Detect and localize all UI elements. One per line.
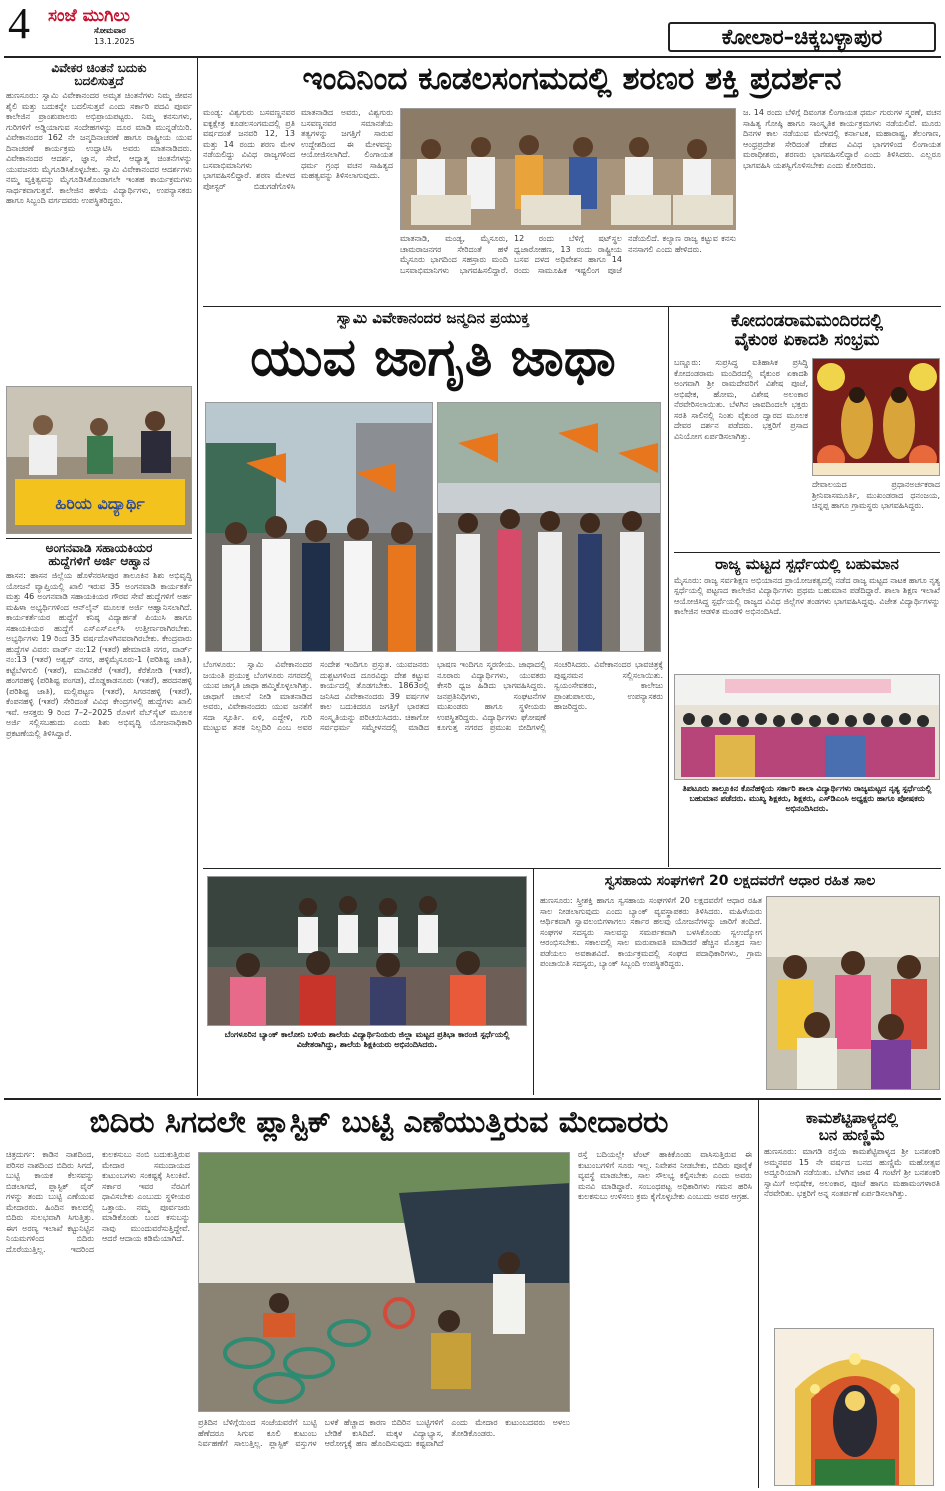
article-body: ಬೆಂಗಳೂರು: ಸ್ವಾಮಿ ವಿವೇಕಾನಂದರ ಜಯಂತಿ ಪ್ರಯುಕ್ತ ಬೆಂಗಳೂರು ನಗರದಲ್ಲಿ ಯುವ ಜಾಗೃತಿ ಜಾಥಾ ಹಮ್ಮಿಕೊಳ್ಳಲಾಗಿತ್ತು. ಜಾಥಾಗೆ ಚಾಲನೆ ನೀಡಿ ಮಾತನಾಡಿದ ಅವರು, ವಿವೇಕಾನಂದರು ಯುವ ಜನತೆಗೆ ಸದಾ ಸ್ಫೂರ್ತಿ. ಏಳಿ, ಎದ್ದೇಳಿ, ಗುರಿ ಮುಟ್ಟುವ ತನಕ ನಿಲ್ಲದಿರಿ ಎಂಬ ಅವರ ಸಂದೇಶ ಇಂದಿಗೂ ಪ್ರಸ್ತುತ. ಯುವಜನರು ದುಶ್ಚಟಗಳಿಂದ ದೂರವಿದ್ದು ದೇಶ ಕಟ್ಟುವ ಕಾರ್ಯದಲ್ಲಿ ತೊಡಗಬೇಕು. 1863ರಲ್ಲಿ ಜನಿಸಿದ ವಿವೇಕಾನಂದರು 39 ವರ್ಷಗಳ ಕಾಲ ಬದುಕಿದರೂ ಜಗತ್ತಿಗೆ ಭಾರತದ ಸಂಸ್ಕೃತಿಯನ್ನು ಪರಿಚಯಿಸಿದರು. ಚಿಕಾಗೋ ಸರ್ವಧರ್ಮ ಸಮ್ಮೇಳನದಲ್ಲಿ ಮಾಡಿದ ಭಾಷಣ ಇಂದಿಗೂ ಸ್ಮರಣೀಯ. ಜಾಥಾದಲ್ಲಿ ನೂರಾರು ವಿದ್ಯಾರ್ಥಿಗಳು, ಯುವಕರು ಕೇಸರಿ ಧ್ವಜ ಹಿಡಿದು ಭಾಗವಹಿಸಿದ್ದರು. ಜನಪ್ರತಿನಿಧಿಗಳು, ಸಂಘಟನೆಗಳ ಮುಖಂಡರು ಹಾಗೂ ಸ್ಥಳೀಯರು ಉಪಸ್ಥಿತರಿದ್ದರು. ವಿದ್ಯಾರ್ಥಿಗಳು ಘೋಷಣೆ ಕೂಗುತ್ತ ನಗರದ ಪ್ರಮುಖ ಬೀದಿಗಳಲ್ಲಿ ಸಂಚರಿಸಿದರು. ವಿವೇಕಾನಂದರ ಭಾವಚಿತ್ರಕ್ಕೆ ಪುಷ್ಪನಮನ ಸಲ್ಲಿಸಲಾಯಿತು. ಸ್ವಯಂಸೇವಕರು, ಕಾಲೇಜು ಪ್ರಾಂಶುಪಾಲರು, ಉಪನ್ಯಾಸಕರು ಹಾಜರಿದ್ದರು. <box>203 660 663 732</box>
article-swasahaya <box>540 874 940 1092</box>
deity-photo-graphic <box>813 359 940 476</box>
left-column-divider <box>197 58 198 1096</box>
headline: ಅಂಗನವಾಡಿ ಸಹಾಯಕಿಯರ <box>45 541 153 555</box>
article-body-left: ಚಿತ್ರದುರ್ಗ: ಕಾಡಿನ ನಾಶದಿಂದ, ಪರಿಸರ ನಾಶದಿಂದ ಬಿದಿರು ಸಿಗದೆ, ಬುಟ್ಟಿ ಕಾಯಕ ಕೆಲಸವನ್ನು ಬಿಡಲಾಗದೆ, ಪ್ಲಾಸ್ಟಿಕ್ ವೈರ್ ಗಳನ್ನು ತಂದು ಬುಟ್ಟಿ ಎಣೆಯುವ ಮೇದಾರರು. ಹಿಂದಿನ ಕಾಲದಲ್ಲಿ ಬಿದಿರು ಸುಲಭವಾಗಿ ಸಿಗುತ್ತಿತ್ತು. ಈಗ ಅರಣ್ಯ ಇಲಾಖೆ ಕಟ್ಟುನಿಟ್ಟಿನ ನಿಯಮಗಳಿಂದ ಬಿದಿರು ದೊರೆಯುತ್ತಿಲ್ಲ. ಇದರಿಂದ ಕುಲಕಸುಬು ನಂಬಿ ಬದುಕುತ್ತಿರುವ ಮೇದಾರ ಸಮುದಾಯದ ಕುಟುಂಬಗಳು ಸಂಕಷ್ಟಕ್ಕೆ ಸಿಲುಕಿವೆ. ಸರ್ಕಾರ ಇವರ ನೆರವಿಗೆ ಧಾವಿಸಬೇಕು ಎಂಬುದು ಸ್ಥಳೀಯರ ಒತ್ತಾಯ. ನಮ್ಮ ಪೂರ್ವಜರು ಮಾಡಿಕೊಂಡು ಬಂದ ಕಸುಬನ್ನು ನಾವು ಮುಂದುವರೆಸುತ್ತಿದ್ದೇವೆ. ಆದರೆ ಆದಾಯ ಕಡಿಮೆಯಾಗಿದೆ. <box>6 1150 190 1254</box>
article-bidiru <box>6 1106 752 1487</box>
banashankari-deity-photo <box>774 1328 934 1486</box>
article-sharana <box>203 62 941 302</box>
rally-photo-left-graphic <box>206 403 433 652</box>
headline-line2: ಬದಲಿಸುತ್ತದೆ <box>74 74 124 89</box>
rajya-bottom-rule <box>203 868 941 869</box>
article-body: ಹುಣಸೂರು: ಮಾಗಡಿ ರಸ್ತೆಯ ಕಾಮಶೆಟ್ಟಿಪಾಳ್ಯದ ಶ್ರೀ ಬನಶಂಕರಿ ಅಮ್ಮನವರ 15 ನೇ ವರ್ಷದ ಬನದ ಹುಣ್ಣಿಮೆ ಮಹೋತ್ಸವ ಅದ್ದೂರಿಯಾಗಿ ನಡೆಯಿತು. ಬೆಳಗಿನ ಜಾವ 4 ಗಂಟೆಗೆ ಶ್ರೀ ಬನಶಂಕರಿ ಸ್ವಾಮಿಗೆ ಅಭಿಷೇಕ, ಅಲಂಕಾರ, ಪೂಜೆ ಹಾಗೂ ಮಹಾಮಂಗಳಾರತಿ ನೆರವೇರಿತು. ಭಕ್ತರಿಗೆ ಅನ್ನ ಸಂತರ್ಪಣೆ ಏರ್ಪಡಿಸಲಾಗಿತ್ತು. <box>764 1147 940 1198</box>
deity-photo <box>812 358 940 476</box>
photo-caption: ದೇವಾಲಯದ ಪ್ರಧಾನಅರ್ಚಕರಾದ ಶ್ರೀನಿವಾಸಮೂರ್ತಿ, ಮುಖಂಡರಾದ ಧನಂಜಯ, ಚಿನ್ನಪ್ಪ ಹಾಗೂ ಗ್ರಾಮಸ್ಥರು ಭಾಗವಹಿಸಿದ್ದರು. <box>812 480 940 510</box>
article-body-left: ಮಂಡ್ಯ: ವಿಶ್ವಗುರು ಬಸವಣ್ಣನವರ ಐಕ್ಯಕ್ಷೇತ್ರ ಕೂಡಲಸಂಗಮದಲ್ಲಿ ಪ್ರತಿ ವರ್ಷದಂತೆ ಜನವರಿ 12, 13 ಮತ್ತು 14 ರಂದು ಶರಣ ಮೇಳ ನಡೆಯಲಿದ್ದು ವಿವಿಧ ರಾಜ್ಯಗಳಿಂದ ಬಸವಾಭಿಮಾನಿಗಳು ಭಾಗವಹಿಸಲಿದ್ದಾರೆ. ಶರಣ ಮೇಳದ ಪೋಸ್ಟರ್ ಬಿಡುಗಡೆಗೊಳಿಸಿ ಮಾತನಾಡಿದ ಅವರು, ವಿಶ್ವಗುರು ಬಸವಣ್ಣನವರ ಸಮಾನತೆಯ ತತ್ವಗಳನ್ನು ಜಗತ್ತಿಗೆ ಸಾರುವ ಉದ್ದೇಶದಿಂದ ಈ ಮೇಳವನ್ನು ಆಯೋಜಿಸಲಾಗಿದೆ. ಲಿಂಗಾಯತ ಧರ್ಮ ಗ್ರಂಥ ವಚನ ಸಾಹಿತ್ಯದ ಮಹತ್ವವನ್ನು ತಿಳಿಸಲಾಗುವುದು. <box>203 108 393 191</box>
article-body-right: ಜ. 14 ರಂದು ಬೆಳಿಗ್ಗೆ ದಿವಂಗತ ಲಿಂಗಾಯತ ಧರ್ಮ ಗುರುಗಳ ಸ್ಮರಣೆ, ವಚನ ಸಾಹಿತ್ಯ ಗೋಷ್ಠಿ ಹಾಗೂ ಸಾಂಸ್ಕೃತಿಕ ಕಾರ್ಯಕ್ರಮಗಳು ನಡೆಯಲಿವೆ. ಮೂರು ದಿನಗಳ ಕಾಲ ನಡೆಯುವ ಮೇಳದಲ್ಲಿ ಕರ್ನಾಟಕ, ಮಹಾರಾಷ್ಟ್ರ, ತೆಲಂಗಾಣ, ಆಂಧ್ರಪ್ರದೇಶ ಸೇರಿದಂತೆ ದೇಶದ ವಿವಿಧ ಭಾಗಗಳಿಂದ ಲಿಂಗಾಯತ ಮಠಾಧೀಶರು, ಶರಣರು ಭಾಗವಹಿಸಲಿದ್ದಾರೆ ಎಂದು ತಿಳಿಸಿದರು. ಎಲ್ಲರೂ ಭಾಗವಹಿಸಿ ಯಶಸ್ವಿಗೊಳಿಸಬೇಕು ಎಂದು ಕೋರಿದರು. <box>743 108 941 170</box>
region-label: ಕೋಲಾರ–ಚಿಕ್ಕಬಳ್ಳಾಪುರ <box>668 22 936 52</box>
article-body: ಮೈಸೂರು: ರಾಜ್ಯ ಸರ್ವಶಿಕ್ಷಣ ಅಭಿಯಾನದ ಪ್ರಾಯೋಜಕತ್ವದಲ್ಲಿ ನಡೆದ ರಾಜ್ಯ ಮಟ್ಟದ ನಾಟಕ ಹಾಗೂ ನೃತ್ಯ ಸ್ಪರ್ಧೆಯಲ್ಲಿ ಪಟ್ಟಣದ ಕಾಲೇಜಿನ ವಿದ್ಯಾರ್ಥಿಗಳು ಪ್ರಥಮ ಬಹುಮಾನ ಪಡೆದಿದ್ದಾರೆ. ಶಾಲಾ ಶಿಕ್ಷಣ ಇಲಾಖೆ ಆಯೋಜಿಸಿದ್ದ ಸ್ಪರ್ಧೆಯಲ್ಲಿ ರಾಜ್ಯದ ವಿವಿಧ ಜಿಲ್ಲೆಗಳ ತಂಡಗಳು ಭಾಗವಹಿಸಿದ್ದವು. ವಿಜೇತ ವಿದ್ಯಾರ್ಥಿಗಳನ್ನು ಕಾಲೇಜಿನ ಆಡಳಿತ ಮಂಡಳಿ ಅಭಿನಂದಿಸಿದೆ. <box>674 575 940 616</box>
headline: ಯುವ ಜಾಗೃತಿ ಜಾಥಾ <box>250 328 616 388</box>
dance-team-photo <box>674 674 940 780</box>
school-girls-graphic <box>208 877 527 1026</box>
svg-text:ಹಿರಿಯ ವಿದ್ಯಾರ್ಥಿ: ಹಿರಿಯ ವಿದ್ಯಾರ್ಥಿ <box>55 494 145 513</box>
headline: ಕೋದಂಡರಾಮಮಂದಿರದಲ್ಲಿ <box>730 311 884 331</box>
headline-line2: ಹುದ್ದೆಗಳಿಗೆ ಅರ್ಜಿ ಆಹ್ವಾನ <box>48 554 150 569</box>
school-photo-caption: ಬೆಂಗಳೂರಿನ ಬ್ಯಾಂಕ್ ಕಾಲೋನಿ ಬಳಿಯ ಶಾಲೆಯ ವಿದ್ಯಾರ್ಥಿನಿಯರು ಜಿಲ್ಲಾ ಮಟ್ಟದ ಪ್ರತಿಭಾ ಕಾರಂಜಿ ಸ್ಪರ್ಧೆಯಲ್ಲಿ ವಿಜೇತರಾಗಿದ್ದು, ಶಾಲೆಯ ಶಿಕ್ಷಕಿಯರು ಅಭಿನಂದಿಸಿದರು. <box>224 1030 510 1049</box>
article-anganwadi <box>6 542 192 1081</box>
headline-line2: ಬನ ಹುಣ್ಣಿಮೆ <box>818 1125 886 1144</box>
headline: ಸ್ವಸಹಾಯ ಸಂಘಗಳಿಗೆ 20 ಲಕ್ಷದವರೆಗೆ ಆಧಾರ ರಹಿತ ಸಾಲ <box>604 873 876 889</box>
article-body-mid: ಪ್ರತಿದಿನ ಬೆಳಿಗ್ಗೆಯಿಂದ ಸಂಜೆಯವರೆಗೆ ಬುಟ್ಟಿ ಹೆಣೆದರೂ ಸಿಗುವ ಕೂಲಿ ಕುಟುಂಬ ನಿರ್ವಹಣೆಗೆ ಸಾಲುತ್ತಿಲ್ಲ. ಪ್ಲಾಸ್ಟಿಕ್ ವಸ್ತುಗಳ ಬಳಕೆ ಹೆಚ್ಚಾದ ಕಾರಣ ಬಿದಿರಿನ ಬುಟ್ಟಿಗಳಿಗೆ ಬೇಡಿಕೆ ಕುಸಿದಿದೆ. ಮಕ್ಕಳ ವಿದ್ಯಾಭ್ಯಾಸ, ಆರೋಗ್ಯಕ್ಕೆ ಹಣ ಹೊಂದಿಸುವುದು ಕಷ್ಟವಾಗಿದೆ ಎಂದು ಮೇದಾರ ಕುಟುಂಬದವರು ಅಳಲು ತೋಡಿಕೊಂಡರು. <box>198 1418 570 1448</box>
article-rajya <box>674 556 940 866</box>
headline: ಇಂದಿನಿಂದ ಕೂಡಲಸಂಗಮದಲ್ಲಿ ಶರಣರ ಶಕ್ತಿ ಪ್ರದರ್ಶನ <box>302 61 842 97</box>
paper-name: ಸಂಜೆ ಮುಗಿಲು <box>48 6 130 26</box>
masthead-rule <box>4 56 941 58</box>
article-body: ಹಾಸನ: ಹಾಸನ ಜಿಲ್ಲೆಯ ಹೊಳೆನರಸೀಪುರ ತಾಲೂಕಿನ ಶಿಶು ಅಭಿವೃದ್ಧಿ ಯೋಜನೆ ವ್ಯಾಪ್ತಿಯಲ್ಲಿ ಖಾಲಿ ಇರುವ 35 ಅಂಗನವಾಡಿ ಕಾರ್ಯಕರ್ತೆ ಮತ್ತು 46 ಅಂಗನವಾಡಿ ಸಹಾಯಕಿಯರ ಗೌರವ ಸೇವೆ ಹುದ್ದೆಗಳಿಗೆ ಅರ್ಹ ಮಹಿಳಾ ಅಭ್ಯರ್ಥಿಗಳಿಂದ ಆನ್‌ಲೈನ್ ಮೂಲಕ ಅರ್ಜಿ ಆಹ್ವಾನಿಸಲಾಗಿದೆ. ಕಾರ್ಯಕರ್ತೆಯರ ಹುದ್ದೆಗೆ ಕನಿಷ್ಠ ವಿದ್ಯಾರ್ಹತೆ ಪಿಯುಸಿ ಹಾಗೂ ಸಹಾಯಕಿಯರ ಹುದ್ದೆಗೆ ಎಸ್‌ಎಸ್‌ಎಲ್‌ಸಿ ಉತ್ತೀರ್ಣರಾಗಿರಬೇಕು. ಅಭ್ಯರ್ಥಿಗಳು 19 ರಿಂದ 35 ವರ್ಷದೊಳಗಿನವರಾಗಿರಬೇಕು. ಕೇಂದ್ರವಾರು ಹುದ್ದೆಗಳ ವಿವರ: ವಾರ್ಡ್ ನಂ:12 (ಇತರೆ) ಹೇಮಾವತಿ ನಗರ, ವಾರ್ಡ್ ನಂ:13 (ಇತರೆ) ಅಶ್ವಥ್ ನಗರ, ಹಳ್ಳಿಮೈಸೂರು-1 (ಪರಿಶಿಷ್ಟ ಜಾತಿ), ಕಟ್ಟೆಬೆಳಗುಲಿ (ಇತರೆ), ಮಾವಿನಕೆರೆ (ಇತರೆ), ಕೆರೆಕೋಡಿ (ಇತರೆ), ಹಂಗರಹಳ್ಳಿ (ಪರಿಶಿಷ್ಟ ಪಂಗಡ), ದೊಡ್ಡಕಾಡನೂರು (ಇತರೆ), ಹರದನಹಳ್ಳಿ (ಪರಿಶಿಷ್ಟ ಜಾತಿ), ಮಲ್ಲಿಪಟ್ಟಣ (ಇತರೆ), ಸಿಗರನಹಳ್ಳಿ (ಇತರೆ), ಕೆಂಪನಹಳ್ಳಿ (ಇತರೆ) ಸೇರಿದಂತೆ ವಿವಿಧ ಕೇಂದ್ರಗಳಲ್ಲಿ ಹುದ್ದೆಗಳು ಖಾಲಿ ಇವೆ. ಆಸಕ್ತರು 9 ರಿಂದ 7–2–2025 ರೊಳಗೆ ವೆಬ್‌ಸೈಟ್ ಮೂಲಕ ಅರ್ಜಿ ಸಲ್ಲಿಸಬಹುದು ಎಂದು ಶಿಶು ಅಭಿವೃದ್ಧಿ ಯೋಜನಾಧಿಕಾರಿ ಪ್ರಕಟಣೆಯಲ್ಲಿ ತಿಳಿಸಿದ್ದಾರೆ. <box>6 571 192 738</box>
students-photo-graphic <box>7 387 192 534</box>
rally-photo-left <box>205 402 433 652</box>
article-vivekananda-left <box>6 62 192 384</box>
students-photo <box>6 386 192 534</box>
article-kodanda <box>674 312 940 548</box>
headline: ರಾಜ್ಯ ಮಟ್ಟದ ಸ್ಪರ್ಧೆಯಲ್ಲಿ ಬಹುಮಾನ <box>715 555 899 573</box>
rally-photo-right <box>437 402 661 652</box>
kicker: ಸ್ವಾಮಿ ವಿವೇಕಾನಂದರ ಜನ್ಮದಿನ ಪ್ರಯುಕ್ತ <box>336 309 530 327</box>
basket-weavers-photo <box>198 1152 570 1412</box>
article-body-mid: ಮಾತನಾಡಿ, ಮಂಡ್ಯ, ಮೈಸೂರು, ಚಾಮರಾಜನಗರ ಸೇರಿದಂತೆ ಹಳೆ ಮೈಸೂರು ಭಾಗದಿಂದ ಸಹಸ್ರಾರು ಮಂದಿ ಬಸವಾಭಿಮಾನಿಗಳು ಭಾಗವಹಿಸಲಿದ್ದಾರೆ. 12 ರಂದು ಬೆಳಿಗ್ಗೆ ಷಟ್‌ಸ್ಥಲ ಧ್ವಜಾರೋಹಣ, 13 ರಂದು ರಾಷ್ಟ್ರೀಯ ಬಸವ ದಳದ ಅಧಿವೇಶನ ಹಾಗೂ 14 ರಂದು ಸಾಮೂಹಿಕ ಇಷ್ಟಲಿಂಗ ಪೂಜೆ ನಡೆಯಲಿದೆ. ಕಲ್ಯಾಣ ರಾಜ್ಯ ಕಟ್ಟುವ ಕನಸು ನನಸಾಗಲಿ ಎಂದು ಹೇಳಿದರು. <box>400 234 736 275</box>
article-kamashetti <box>764 1110 940 1487</box>
main-bottom-rule <box>4 1098 941 1100</box>
headline-line2: ವೈಕುಂಠ ಏಕಾದಶಿ ಸಂಭ್ರಮ <box>734 329 880 350</box>
photo-caption: ತಿಪಟೂರು ತಾಲ್ಲೂಕಿನ ಕೊನೆಹಳ್ಳಿಯ ಸರ್ಕಾರಿ ಶಾಲಾ ವಿದ್ಯಾರ್ಥಿಗಳು ರಾಜ್ಯಮಟ್ಟದ ನೃತ್ಯ ಸ್ಪರ್ಧೆಯಲ್ಲಿ ಬಹುಮಾನ ಪಡೆದರು. ಮುಖ್ಯ ಶಿಕ್ಷಕರು, ಶಿಕ್ಷಕರು, ಎಸ್‌ಡಿಎಂಸಿ ಅಧ್ಯಕ್ಷರು ಹಾಗೂ ಪೋಷಕರು ಅಭಿನಂದಿಸಿದರು. <box>682 784 932 813</box>
dance-team-graphic <box>675 675 940 780</box>
headline: ಕಾಮಶೆಟ್ಟಿಪಾಳ್ಯದಲ್ಲಿ <box>805 1109 899 1127</box>
article-yuva <box>203 310 663 865</box>
headline: ವಿವೇಕರ ಚಿಂತನೆ ಬದುಕು <box>51 61 147 75</box>
weekday: ಸೋಮವಾರ <box>94 26 126 35</box>
article-body: ಬಣ್ಣೂರು: ಸುಪ್ರಸಿದ್ಧ ಐತಿಹಾಸಿಕ ಪ್ರಸಿದ್ಧಿ ಕೋದಂಡರಾಮ ಮಂದಿರದಲ್ಲಿ ವೈಕುಂಠ ಏಕಾದಶಿ ಅಂಗವಾಗಿ ಶ್ರೀ ರಾಮದೇವರಿಗೆ ವಿಶೇಷ ಪೂಜೆ, ಅಭಿಷೇಕ, ಹೋಮ, ವಿಶೇಷ ಅಲಂಕಾರ ನೆರವೇರಿಸಲಾಯಿತು. ಬೆಳಗಿನ ಜಾವದಿಂದಲೇ ಭಕ್ತರು ಸರತಿ ಸಾಲಿನಲ್ಲಿ ನಿಂತು ವೈಕುಂಠ ದ್ವಾರದ ಮೂಲಕ ದೇವರ ದರ್ಶನ ಪಡೆದರು. ಭಕ್ತರಿಗೆ ಪ್ರಸಾದ ವಿನಿಯೋಗ ಏರ್ಪಡಿಸಲಾಗಿತ್ತು. <box>674 358 808 441</box>
masthead <box>0 0 945 56</box>
shg-women-graphic <box>767 897 940 1090</box>
school-right-divider <box>533 869 534 1095</box>
article-body: ಹುಣಸೂರು: ಸ್ವಾಮಿ ವಿವೇಕಾನಂದರ ಅಮೃತ ಚಿಂತನೆಗಳು ನಿಮ್ಮ ಜೀವನ ಶೈಲಿ ಮತ್ತು ಬದುಕನ್ನೇ ಬದಲಿಸುತ್ತವೆ ಎಂದು ಸರ್ಕಾರಿ ಪದವಿ ಪೂರ್ವ ಕಾಲೇಜಿನ ಪ್ರಾಂಶುಪಾಲರು ಅಭಿಪ್ರಾಯಪಟ್ಟರು. ನಿಮ್ಮ ಕನಸುಗಳು, ಗುರಿಗಳಿಗೆ ಅಡ್ಡಿಯಾಗುವ ಸಂದೇಹಗಳನ್ನು ದೂರ ಮಾಡಿ ಮುನ್ನಡೆಯಿರಿ. ವಿವೇಕಾನಂದರ 162 ನೇ ಜನ್ಮದಿನಾಚರಣೆ ಹಾಗೂ ರಾಷ್ಟ್ರೀಯ ಯುವ ದಿನಾಚರಣೆ ಕಾರ್ಯಕ್ರಮ ಉದ್ಘಾಟಿಸಿ ಅವರು ಮಾತನಾಡಿದರು. ವಿವೇಕಾನಂದರ ಆದರ್ಶ, ಜ್ಞಾನ, ಸೇವೆ, ಆಧ್ಯಾತ್ಮ ಚಿಂತನೆಗಳನ್ನು ಯುವಜನರು ಮೈಗೂಡಿಸಿಕೊಳ್ಳಬೇಕು. ಸ್ವಾಮಿ ವಿವೇಕಾನಂದರ ಆದರ್ಶಗಳು ನಮ್ಮ ವ್ಯಕ್ತಿತ್ವವನ್ನು ಮೈಗೂಡಿಸಿಕೊಂಡಾಗಲೇ ಇಂತಹ ಕಾರ್ಯಕ್ರಮಗಳು ಸಾರ್ಥಕವಾಗುತ್ತವೆ. ಕಾಲೇಜಿನ ಹಳೆಯ ವಿದ್ಯಾರ್ಥಿಗಳು, ಉಪನ್ಯಾಸಕರು ಹಾಗೂ ಸಿಬ್ಬಂದಿ ವರ್ಗದವರು ಉಪಸ್ಥಿತರಿದ್ದರು. <box>6 91 192 206</box>
bidiru-right-divider <box>758 1100 759 1488</box>
date: 13.1.2025 <box>94 37 135 46</box>
sharana-bottom-rule <box>203 306 941 307</box>
article-body-right: ರಸ್ತೆ ಬದಿಯಲ್ಲೇ ಟೆಂಟ್ ಹಾಕಿಕೊಂಡು ವಾಸಿಸುತ್ತಿರುವ ಈ ಕುಟುಂಬಗಳಿಗೆ ಸೂರು ಇಲ್ಲ. ನಿವೇಶನ ನೀಡಬೇಕು, ಬಿದಿರು ಪೂರೈಕೆ ವ್ಯವಸ್ಥೆ ಮಾಡಬೇಕು, ಸಾಲ ಸೌಲಭ್ಯ ಕಲ್ಪಿಸಬೇಕು ಎಂದು ಅವರು ಮನವಿ ಮಾಡಿದ್ದಾರೆ. ಸಂಬಂಧಪಟ್ಟ ಅಧಿಕಾರಿಗಳು ಗಮನ ಹರಿಸಿ ಕುಲಕಸುಬು ಉಳಿಸಲು ಕ್ರಮ ಕೈಗೊಳ್ಳಬೇಕು ಎಂಬುದು ಅವರ ಆಗ್ರಹ. <box>578 1150 752 1201</box>
left-rule-1 <box>6 538 192 539</box>
rally-photo-right-graphic <box>438 403 661 652</box>
banashankari-deity-graphic <box>775 1329 934 1486</box>
shg-women-photo <box>766 896 940 1090</box>
basket-weavers-graphic <box>199 1153 570 1412</box>
poster-release-graphic <box>401 109 736 230</box>
headline: ಬಿದಿರು ಸಿಗದಲೇ ಪ್ಲಾಸ್ಟಿಕ್ ಬುಟ್ಟಿ ಎಣೆಯುತ್ತಿರುವ ಮೇದಾರರು <box>89 1105 669 1140</box>
kodanda-bottom-rule <box>674 552 940 553</box>
page-number: 4 <box>8 0 30 48</box>
school-girls-photo <box>207 876 527 1026</box>
poster-release-photo <box>400 108 736 230</box>
yuva-right-divider <box>668 307 669 867</box>
article-body: ಹುಣಸೂರು: ಸ್ತ್ರೀಶಕ್ತಿ ಹಾಗೂ ಸ್ವಸಹಾಯ ಸಂಘಗಳಿಗೆ 20 ಲಕ್ಷದವರೆಗೆ ಆಧಾರ ರಹಿತ ಸಾಲ ನೀಡಲಾಗುವುದು ಎಂದು ಬ್ಯಾಂಕ್ ವ್ಯವಸ್ಥಾಪಕರು ತಿಳಿಸಿದರು. ಮಹಿಳೆಯರು ಆರ್ಥಿಕವಾಗಿ ಸ್ವಾವಲಂಬಿಗಳಾಗಲು ಸರ್ಕಾರ ಹಲವು ಯೋಜನೆಗಳನ್ನು ಜಾರಿಗೆ ತಂದಿದೆ. ಸಂಘಗಳ ಸದಸ್ಯರು ಸಾಲವನ್ನು ಸಮರ್ಪಕವಾಗಿ ಬಳಸಿಕೊಂಡು ಸ್ವಉದ್ಯೋಗ ಆರಂಭಿಸಬೇಕು. ಸಕಾಲದಲ್ಲಿ ಸಾಲ ಮರುಪಾವತಿ ಮಾಡಿದರೆ ಹೆಚ್ಚಿನ ಮೊತ್ತದ ಸಾಲ ಪಡೆಯಲು ಅವಕಾಶವಿದೆ. ಕಾರ್ಯಕ್ರಮದಲ್ಲಿ ಸಂಘದ ಪದಾಧಿಕಾರಿಗಳು, ಗ್ರಾಮ ಪಂಚಾಯಿತಿ ಸದಸ್ಯರು, ಬ್ಯಾಂಕ್ ಸಿಬ್ಬಂದಿ ಉಪಸ್ಥಿತರಿದ್ದರು. <box>540 896 762 968</box>
